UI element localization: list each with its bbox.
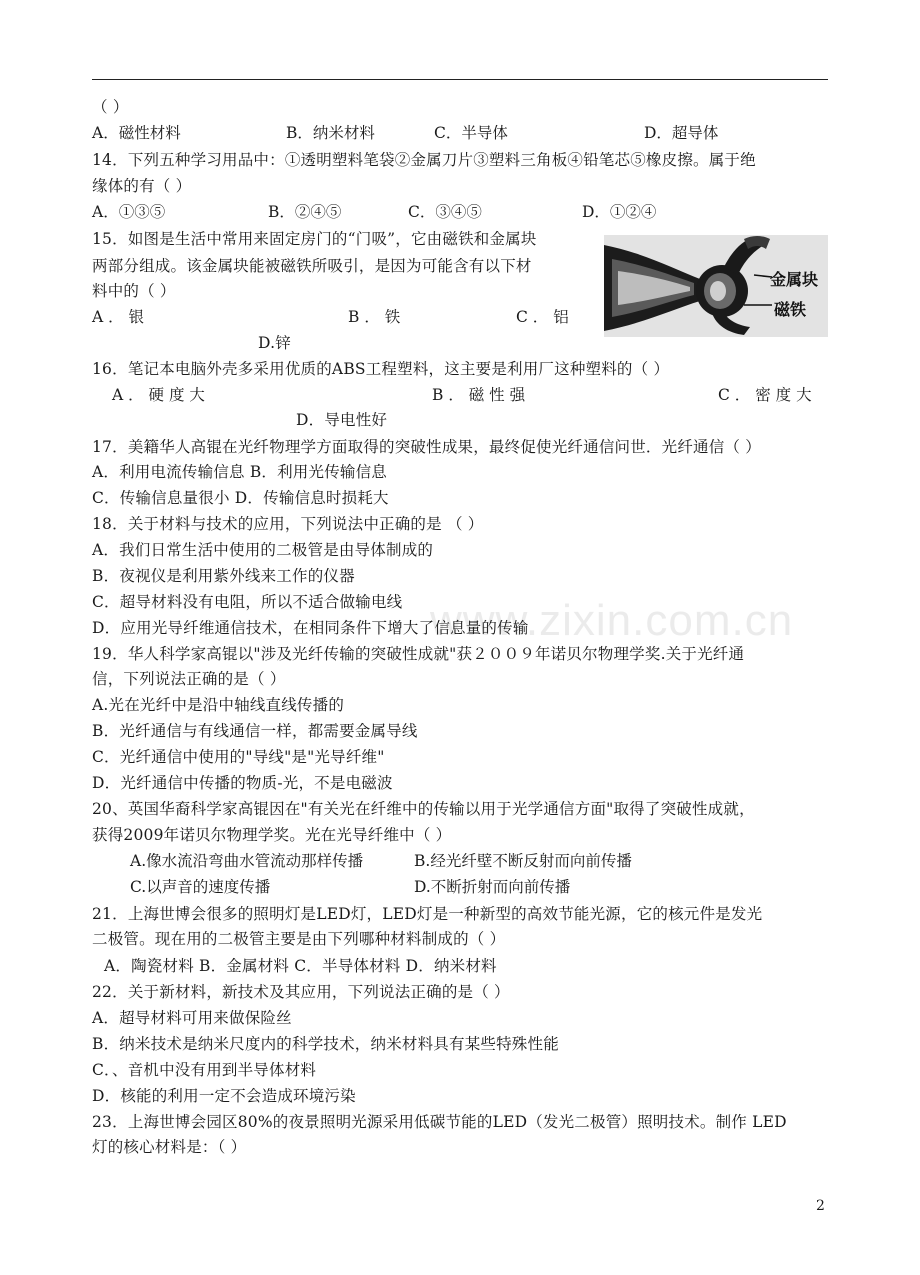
q18-stem: 18．关于材料与技术的应用，下列说法中正确的是 （ ）: [92, 515, 484, 533]
q16-option-c: C ． 密 度 大: [718, 386, 812, 404]
label-metal-block: 金属块: [770, 270, 819, 289]
q15-option-a: A ． 银: [92, 308, 145, 326]
q23-stem-2: 灯的核心材料是：（ ）: [92, 1138, 247, 1156]
q13-option-b: B．纳米材料: [286, 124, 375, 142]
door-stop-illustration: [604, 235, 828, 337]
q16-option-a: A ． 硬 度 大: [112, 386, 205, 404]
q21-options: A．陶瓷材料 B．金属材料 C．半导体材料 D．纳米材料: [104, 957, 497, 975]
q13-option-d: D．超导体: [644, 124, 719, 142]
q13-option-c: C．半导体: [434, 124, 508, 142]
q20-option-c: C.以声音的速度传播: [130, 878, 271, 896]
q19-option-c: C．光纤通信中使用的"导线"是"光导纤维": [92, 748, 385, 766]
q15-option-c: C ． 铝: [516, 308, 569, 326]
q15-stem-2: 两部分组成。该金属块能被磁铁所吸引，是因为可能含有以下材: [92, 257, 532, 275]
q19-option-b: B．光纤通信与有线通信一样，都需要金属导线: [92, 722, 418, 740]
q19-option-a: A.光在光纤中是沿中轴线直线传播的: [92, 696, 345, 714]
q14-stem-2: 缘体的有（ ）: [92, 177, 192, 195]
q14-option-d: D．①②④: [582, 203, 657, 221]
q21-stem-2: 二极管。现在用的二极管主要是由下列哪种材料制成的（ ）: [92, 930, 506, 948]
q15-option-d: D.锌: [258, 334, 291, 352]
q18-option-d: D．应用光导纤维通信技术，在相同条件下增大了信息量的传输: [92, 619, 529, 637]
q22-option-a: A．超导材料可用来做保险丝: [92, 1009, 292, 1027]
q16-stem: 16．笔记本电脑外壳多采用优质的ABS工程塑料，这主要是利用厂这种塑料的（ ）: [92, 360, 670, 378]
q17-options-ab: A．利用电流传输信息 B．利用光传输信息: [92, 463, 388, 481]
q15-stem-3: 料中的（ ）: [92, 282, 176, 300]
q20-stem-1: 20、英国华裔科学家高锟因在"有关光在纤维中的传输以用于光学通信方面"取得了突破性成就，: [92, 800, 755, 818]
q20-option-b: B.经光纤壁不断反射而向前传播: [414, 852, 632, 870]
q22-stem: 22．关于新材料，新技术及其应用，下列说法正确的是（ ）: [92, 983, 510, 1001]
page-number: 2: [816, 1198, 825, 1214]
q14-option-b: B．②④⑤: [268, 203, 342, 221]
watermark: www.zixin.com.cn: [430, 596, 794, 645]
q15-stem-1: 15．如图是生活中常用来固定房门的“门吸”，它由磁铁和金属块: [92, 230, 537, 248]
q20-option-a: A.像水流沿弯曲水管流动那样传播: [130, 852, 364, 870]
q19-option-d: D．光纤通信中传播的物质-光，不是电磁波: [92, 774, 393, 792]
q18-option-b: B．夜视仪是利用紫外线来工作的仪器: [92, 567, 355, 585]
q22-option-b: B．纳米技术是纳米尺度内的科学技术，纳米材料具有某些特殊性能: [92, 1035, 559, 1053]
q18-option-a: A．我们日常生活中使用的二极管是由导体制成的: [92, 541, 434, 559]
header-rule: [92, 79, 828, 80]
q22-option-d: D．核能的利用一定不会造成环境污染: [92, 1087, 356, 1105]
q14-option-a: A．①③⑤: [92, 203, 166, 221]
q16-option-b: B ． 磁 性 强: [432, 386, 526, 404]
q23-stem-1: 23．上海世博会园区80%的夜景照明光源采用低碳节能的LED（发光二极管）照明技术。制作 LED: [92, 1113, 787, 1131]
door-stop-figure: [604, 235, 828, 337]
q18-option-c: C．超导材料没有电阻，所以不适合做输电线: [92, 593, 403, 611]
q19-stem-1: 19．华人科学家高锟以"涉及光纤传输的突破性成就"获２００９年诺贝尔物理学奖.关于光纤通: [92, 645, 745, 663]
q20-stem-2: 获得2009年诺贝尔物理学奖。光在光导纤维中（ ）: [92, 826, 452, 844]
q17-options-cd: C．传输信息量很小 D．传输信息时损耗大: [92, 489, 389, 507]
q19-stem-2: 信，下列说法正确的是（ ）: [92, 670, 286, 688]
q16-option-d: D．导电性好: [296, 411, 388, 429]
q22-option-c: C．、音机中没有用到半导体材料: [92, 1061, 317, 1079]
q13-option-a: A．磁性材料: [92, 124, 181, 142]
label-magnet: 磁铁: [774, 300, 807, 319]
q20-option-d: D.不断折射而向前传播: [414, 878, 571, 896]
q15-option-b: B ． 铁: [348, 308, 401, 326]
q21-stem-1: 21．上海世博会很多的照明灯是LED灯，LED灯是一种新型的高效节能光源，它的核元件是发光: [92, 905, 763, 923]
q14-option-c: C．③④⑤: [408, 203, 482, 221]
q13-paren: （ ）: [92, 98, 129, 116]
q17-stem: 17．美籍华人高锟在光纤物理学方面取得的突破性成果，最终促使光纤通信问世．光纤通信（ ）: [92, 438, 761, 456]
q14-stem-1: 14．下列五种学习用品中：①透明塑料笔袋②金属刀片③塑料三角板④铅笔芯⑤橡皮擦。属于绝: [92, 151, 756, 169]
